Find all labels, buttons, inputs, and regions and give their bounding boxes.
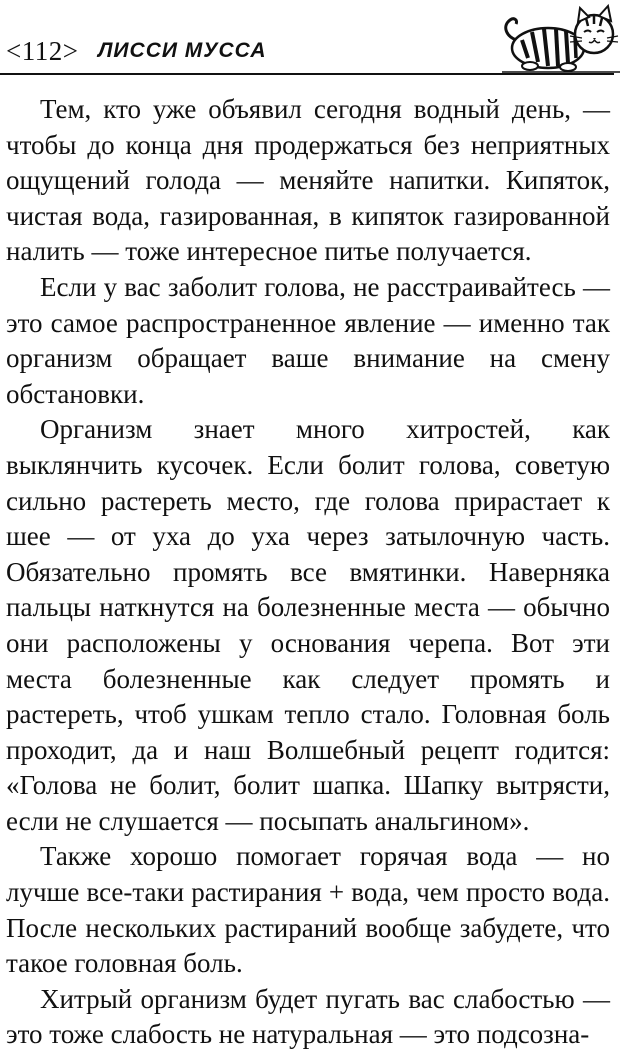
header-divider <box>0 73 614 75</box>
paragraph: Если у вас заболит голова, не расстраивайтесь — это самое распространенное явление — именно так организм обращает ваше внимание на смену обстановки. <box>6 271 610 409</box>
page-number: <112> <box>6 36 79 66</box>
page-header <box>0 0 620 80</box>
paragraph: Хитрый организм будет пугать вас слабостью — это тоже слабость не натуральная — это подсозна- <box>6 983 610 1050</box>
paragraph: Тем, кто уже объявил сегодня водный день, — чтобы до конца дня продержаться без неприятных ощущений голода — меняйте напитки. Кипяток, чистая вода, газированная, в кипяток газированной налить — тоже интересное питье получается. <box>6 94 610 267</box>
paragraph: Также хорошо помогает горячая вода — но лучше все-таки растирания + вода, чем просто вода. После нескольких растираний вообще забудете, что такое головная боль. <box>6 841 610 979</box>
page-body <box>6 92 610 1053</box>
cat-illustration-icon <box>496 0 620 74</box>
running-title: ЛИССИ МУССА <box>98 39 267 62</box>
paragraph: Организм знает много хитростей, как выклянчить кусочек. Если болит голова, советую сильно растереть место, где голова прирастает к шее — от уха до уха через затылочную часть. Обязательно промять все вмятинки. Наверняка пальцы наткнутся на болезненные места — обычно они расположены у основания черепа. Вот эти места болезненные как следует промять и растереть, чтоб ушкам тепло стало. Головная боль проходит, да и наш Волшебный рецепт годится: «Голова не болит, болит шапка. Шапку вытрясти, если не слушается — посыпать анальгином». <box>6 414 610 836</box>
